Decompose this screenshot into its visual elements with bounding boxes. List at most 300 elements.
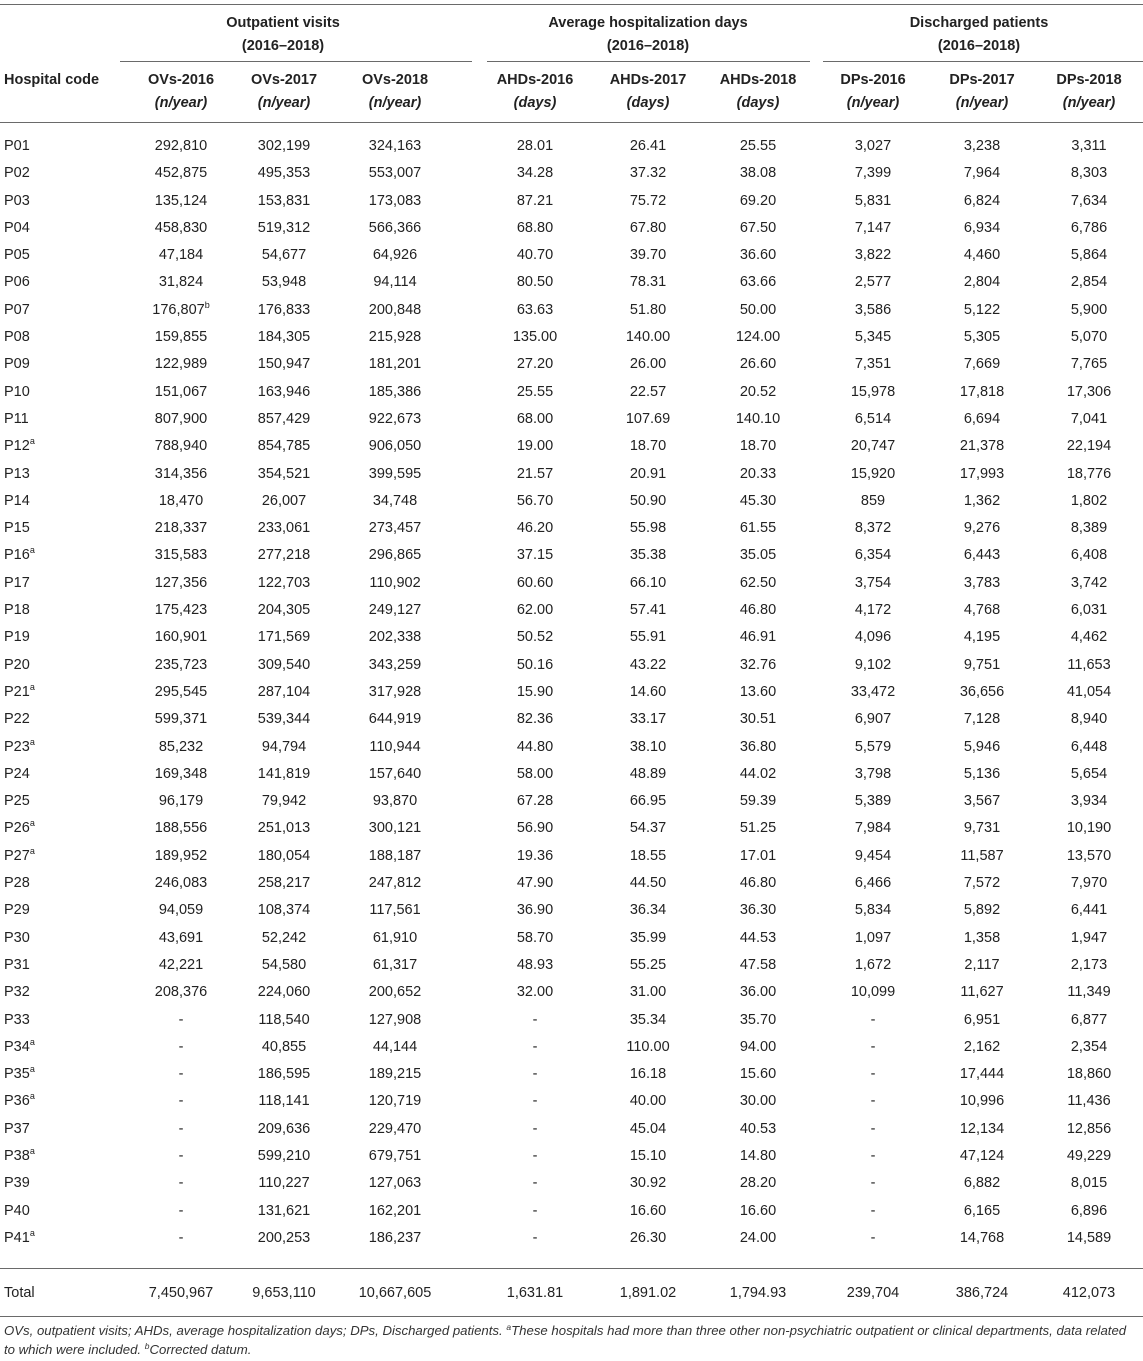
hospital-code-footnote-mark: a bbox=[29, 436, 35, 447]
cell-footnote-mark: b bbox=[204, 299, 210, 310]
cell-ahds-2017 bbox=[588, 624, 708, 651]
cell-value: 35.70 bbox=[739, 1011, 777, 1028]
cell-ahds-2018 bbox=[698, 624, 818, 651]
cell-value: 5,946 bbox=[963, 738, 1001, 755]
hospital-code: P09 bbox=[4, 356, 30, 373]
cell-value: 300,121 bbox=[368, 820, 422, 837]
cell-ahds-2017 bbox=[588, 379, 708, 406]
cell-value: 41,054 bbox=[1066, 683, 1112, 700]
cell-value: 6,441 bbox=[1070, 902, 1108, 919]
cell-value: 94,114 bbox=[373, 274, 417, 291]
col-header-ahds-2016: AHDs-2016 bbox=[496, 72, 574, 88]
cell-value: 189,952 bbox=[154, 847, 208, 864]
cell-value: 2,804 bbox=[963, 274, 1001, 291]
cell-ovs-2017 bbox=[224, 351, 344, 378]
cell-value: 75.72 bbox=[629, 192, 667, 209]
cell-ovs-2016 bbox=[121, 870, 241, 897]
cell-dps-2018 bbox=[1035, 488, 1143, 515]
hospital-code: P16 bbox=[4, 547, 30, 564]
cell-value: 40,855 bbox=[261, 1038, 307, 1055]
cell-ahds-2016 bbox=[475, 133, 595, 160]
cell-value: 7,041 bbox=[1070, 410, 1108, 427]
group-title: Outpatient visits bbox=[226, 15, 340, 31]
cell-value: 118,141 bbox=[258, 1093, 310, 1110]
cell-value: 58.00 bbox=[516, 765, 554, 782]
cell-value: 37.32 bbox=[629, 165, 667, 182]
cell-value: 44,144 bbox=[372, 1038, 418, 1055]
hospital-code: P13 bbox=[4, 465, 30, 482]
hospital-code: P23 bbox=[4, 738, 30, 755]
hospital-code-cell bbox=[4, 1116, 104, 1143]
cell-value: 9,102 bbox=[854, 656, 892, 673]
cell-value: 20.52 bbox=[739, 383, 777, 400]
cell-ovs-2017 bbox=[224, 706, 344, 733]
cell-dps-2018 bbox=[1035, 215, 1143, 242]
cell-value: 55.91 bbox=[629, 629, 667, 646]
cell-value: 2,354 bbox=[1070, 1038, 1108, 1055]
table-row bbox=[0, 1116, 1143, 1143]
cell-value: 162,201 bbox=[368, 1202, 422, 1219]
cell-value: 63.63 bbox=[516, 301, 554, 318]
cell-dps-2016 bbox=[813, 624, 933, 651]
cell-ahds-2016 bbox=[475, 734, 595, 761]
cell-value: 7,970 bbox=[1070, 875, 1108, 892]
cell-dps-2017 bbox=[922, 979, 1042, 1006]
hospital-code-cell bbox=[4, 242, 104, 269]
hospital-code: P21 bbox=[4, 683, 30, 700]
cell-ovs-2017 bbox=[224, 897, 344, 924]
cell-value: 6,514 bbox=[854, 410, 892, 427]
cell-ahds-2016 bbox=[475, 679, 595, 706]
cell-ovs-2017 bbox=[224, 925, 344, 952]
cell-value: 80.50 bbox=[516, 274, 554, 291]
hospital-code-cell bbox=[4, 1061, 104, 1088]
cell-value: 7,634 bbox=[1070, 192, 1108, 209]
cell-dps-2016 bbox=[813, 815, 933, 842]
cell-dps-2016 bbox=[813, 761, 933, 788]
cell-ovs-2016 bbox=[121, 1225, 241, 1252]
cell-dps-2017 bbox=[922, 488, 1042, 515]
cell-value: - bbox=[532, 1175, 538, 1192]
cell-ahds-2016 bbox=[475, 1225, 595, 1252]
cell-value: 7,669 bbox=[963, 356, 1001, 373]
cell-value: 10,190 bbox=[1066, 820, 1112, 837]
cell-value: 8,389 bbox=[1070, 520, 1108, 537]
cell-ovs-2017 bbox=[224, 542, 344, 569]
cell-value: 9,751 bbox=[963, 656, 1001, 673]
cell-value: 204,305 bbox=[257, 602, 311, 619]
cell-value: 9,276 bbox=[963, 520, 1001, 537]
cell-ovs-2017 bbox=[224, 761, 344, 788]
cell-value: 36.30 bbox=[739, 902, 777, 919]
total-label: Total bbox=[4, 1285, 35, 1301]
cell-value: 159,855 bbox=[154, 329, 208, 346]
cell-ahds-2018 bbox=[698, 1061, 818, 1088]
cell-ovs-2017 bbox=[224, 734, 344, 761]
table-row bbox=[0, 1034, 1143, 1061]
hospital-code: P39 bbox=[4, 1175, 30, 1192]
cell-ahds-2017 bbox=[588, 542, 708, 569]
cell-value: 141,819 bbox=[257, 765, 311, 782]
cell-ovs-2017 bbox=[224, 1088, 344, 1115]
cell-ovs-2016 bbox=[121, 761, 241, 788]
table-row bbox=[0, 351, 1143, 378]
cell-ahds-2016 bbox=[475, 952, 595, 979]
cell-ovs-2017 bbox=[224, 242, 344, 269]
cell-value: 4,172 bbox=[854, 602, 892, 619]
cell-ahds-2017 bbox=[588, 652, 708, 679]
table-row bbox=[0, 1198, 1143, 1225]
cell-value: 173,083 bbox=[368, 192, 422, 209]
cell-ahds-2016 bbox=[475, 843, 595, 870]
cell-ahds-2016 bbox=[475, 925, 595, 952]
hospital-code-cell bbox=[4, 897, 104, 924]
cell-dps-2018 bbox=[1035, 870, 1143, 897]
cell-value: 7,147 bbox=[854, 219, 892, 236]
cell-ahds-2016 bbox=[475, 1034, 595, 1061]
cell-value: 26.41 bbox=[629, 138, 667, 154]
table-row bbox=[0, 297, 1143, 324]
cell-ahds-2017 bbox=[588, 706, 708, 733]
table-row bbox=[0, 897, 1143, 924]
cell-value: 30.00 bbox=[739, 1093, 777, 1110]
hospital-code: P30 bbox=[4, 929, 30, 946]
cell-ovs-2017 bbox=[224, 1198, 344, 1225]
cell-dps-2016 bbox=[813, 1034, 933, 1061]
cell-value: 2,173 bbox=[1070, 956, 1108, 973]
cell-ovs-2018 bbox=[335, 188, 455, 215]
cell-value: 1,362 bbox=[963, 492, 1001, 509]
cell-dps-2016 bbox=[813, 597, 933, 624]
cell-ovs-2018 bbox=[335, 979, 455, 1006]
cell-ahds-2018 bbox=[698, 925, 818, 952]
cell-dps-2017 bbox=[922, 324, 1042, 351]
table-row bbox=[0, 433, 1143, 460]
cell-ovs-2018 bbox=[335, 843, 455, 870]
cell-value: 31.00 bbox=[629, 984, 667, 1001]
cell-value: 30.92 bbox=[629, 1175, 667, 1192]
col-header-ovs-2018: OVs-2018 bbox=[361, 72, 429, 88]
cell-ahds-2018 bbox=[698, 761, 818, 788]
cell-dps-2018 bbox=[1035, 1034, 1143, 1061]
cell-value: 49,229 bbox=[1066, 1147, 1112, 1164]
group-header-discharged-patients bbox=[815, 12, 1143, 58]
cell-value: 7,964 bbox=[963, 165, 1001, 182]
cell-value: 15.10 bbox=[629, 1147, 667, 1164]
cell-dps-2016 bbox=[813, 788, 933, 815]
cell-dps-2018 bbox=[1035, 925, 1143, 952]
cell-ovs-2017 bbox=[224, 297, 344, 324]
cell-value: 35.38 bbox=[629, 547, 667, 564]
cell-ahds-2016 bbox=[475, 324, 595, 351]
cell-value: 208,376 bbox=[154, 984, 208, 1001]
cell-value: 2,117 bbox=[964, 956, 1000, 973]
cell-dps-2016 bbox=[813, 297, 933, 324]
cell-ovs-2016 bbox=[121, 297, 241, 324]
cell-dps-2018 bbox=[1035, 433, 1143, 460]
cell-ahds-2017 bbox=[588, 1007, 708, 1034]
cell-ovs-2018 bbox=[335, 1061, 455, 1088]
cell-ovs-2018 bbox=[335, 215, 455, 242]
cell-ahds-2018 bbox=[698, 1198, 818, 1225]
cell-value: 4,096 bbox=[854, 629, 892, 646]
cell-value: 12,856 bbox=[1066, 1120, 1112, 1137]
total-cell: 1,631.81 bbox=[506, 1285, 564, 1301]
cell-value: - bbox=[178, 1175, 184, 1192]
cell-dps-2016 bbox=[813, 897, 933, 924]
cell-value: - bbox=[178, 1093, 184, 1110]
cell-dps-2017 bbox=[922, 706, 1042, 733]
cell-ahds-2017 bbox=[588, 815, 708, 842]
cell-ovs-2017 bbox=[224, 788, 344, 815]
cell-ovs-2018 bbox=[335, 1116, 455, 1143]
cell-dps-2018 bbox=[1035, 815, 1143, 842]
hospital-code-footnote-mark: a bbox=[29, 736, 35, 747]
cell-dps-2017 bbox=[922, 815, 1042, 842]
cell-value: 3,822 bbox=[854, 247, 892, 264]
cell-ahds-2016 bbox=[475, 815, 595, 842]
hospital-code-cell bbox=[4, 815, 104, 842]
cell-value: 61,317 bbox=[372, 956, 418, 973]
hospital-code: P14 bbox=[4, 492, 30, 509]
hospital-code-cell bbox=[4, 1088, 104, 1115]
cell-value: 26.60 bbox=[739, 356, 777, 373]
cell-dps-2016 bbox=[813, 1088, 933, 1115]
footnote-b-text: Corrected datum. bbox=[149, 1342, 252, 1357]
cell-value: 62.50 bbox=[739, 574, 777, 591]
cell-dps-2016 bbox=[813, 706, 933, 733]
cell-value: 34.28 bbox=[516, 165, 554, 182]
table-row bbox=[0, 215, 1143, 242]
cell-ovs-2018 bbox=[335, 488, 455, 515]
cell-value: 7,984 bbox=[854, 820, 892, 837]
hospital-code: P10 bbox=[4, 383, 30, 400]
cell-value: 354,521 bbox=[257, 465, 311, 482]
cell-value: - bbox=[532, 1120, 538, 1137]
cell-ovs-2018 bbox=[335, 1225, 455, 1252]
cell-ovs-2018 bbox=[335, 515, 455, 542]
cell-ahds-2016 bbox=[475, 1116, 595, 1143]
cell-value: 9,731 bbox=[963, 820, 1001, 837]
cell-value: 3,586 bbox=[854, 301, 892, 318]
cell-ahds-2017 bbox=[588, 269, 708, 296]
cell-value: 309,540 bbox=[257, 656, 311, 673]
cell-ovs-2018 bbox=[335, 624, 455, 651]
cell-ovs-2016 bbox=[121, 269, 241, 296]
hospital-code-cell bbox=[4, 406, 104, 433]
table-footnote bbox=[4, 1321, 1140, 1359]
cell-ahds-2017 bbox=[588, 433, 708, 460]
cell-value: 539,344 bbox=[257, 711, 311, 728]
cell-value: 69.20 bbox=[739, 192, 777, 209]
cell-ahds-2018 bbox=[698, 215, 818, 242]
cell-dps-2017 bbox=[922, 461, 1042, 488]
cell-ovs-2018 bbox=[335, 379, 455, 406]
cell-value: 169,348 bbox=[154, 765, 208, 782]
cell-value: 122,989 bbox=[154, 356, 208, 373]
cell-value: 94,059 bbox=[158, 902, 204, 919]
cell-ovs-2016 bbox=[121, 597, 241, 624]
cell-value: 35.34 bbox=[629, 1011, 667, 1028]
cell-dps-2016 bbox=[813, 652, 933, 679]
cell-ovs-2016 bbox=[121, 188, 241, 215]
cell-value: 317,928 bbox=[368, 683, 422, 700]
cell-value: 15.90 bbox=[516, 683, 554, 700]
cell-value: 176,807 bbox=[152, 301, 205, 318]
cell-ahds-2016 bbox=[475, 788, 595, 815]
cell-value: 46.80 bbox=[739, 602, 777, 619]
cell-ovs-2018 bbox=[335, 351, 455, 378]
hospital-code-cell bbox=[4, 843, 104, 870]
cell-dps-2018 bbox=[1035, 1061, 1143, 1088]
cell-value: 32.00 bbox=[516, 984, 554, 1001]
group-range: (2016–2018) bbox=[241, 38, 325, 54]
cell-ahds-2018 bbox=[698, 734, 818, 761]
cell-dps-2018 bbox=[1035, 351, 1143, 378]
cell-ahds-2016 bbox=[475, 652, 595, 679]
cell-dps-2018 bbox=[1035, 242, 1143, 269]
cell-value: 188,556 bbox=[154, 820, 208, 837]
cell-dps-2018 bbox=[1035, 843, 1143, 870]
cell-ahds-2018 bbox=[698, 515, 818, 542]
hospital-code-cell bbox=[4, 1007, 104, 1034]
cell-value: 108,374 bbox=[257, 902, 311, 919]
cell-value: 4,768 bbox=[963, 602, 1001, 619]
hospital-code: P41 bbox=[4, 1229, 30, 1246]
cell-value: 5,900 bbox=[1070, 301, 1108, 318]
cell-dps-2018 bbox=[1035, 379, 1143, 406]
cell-value: 54,580 bbox=[261, 956, 307, 973]
cell-value: 200,848 bbox=[368, 301, 422, 318]
cell-dps-2018 bbox=[1035, 952, 1143, 979]
cell-ahds-2018 bbox=[698, 542, 818, 569]
cell-value: 16.60 bbox=[739, 1202, 777, 1219]
hospital-code: P28 bbox=[4, 875, 30, 892]
cell-value: 277,218 bbox=[257, 547, 311, 564]
cell-value: 87.21 bbox=[516, 192, 554, 209]
cell-value: 18,776 bbox=[1066, 465, 1112, 482]
table-row bbox=[0, 324, 1143, 351]
cell-ahds-2016 bbox=[475, 488, 595, 515]
total-rule-bottom bbox=[0, 1316, 1143, 1317]
cell-value: 18.55 bbox=[629, 847, 667, 864]
hospital-code-header: Hospital code bbox=[4, 72, 100, 88]
hospital-code-cell bbox=[4, 488, 104, 515]
cell-ahds-2017 bbox=[588, 597, 708, 624]
cell-ovs-2017 bbox=[224, 979, 344, 1006]
cell-value: 30.51 bbox=[739, 711, 777, 728]
cell-dps-2018 bbox=[1035, 734, 1143, 761]
hospital-code: P12 bbox=[4, 438, 30, 455]
cell-dps-2017 bbox=[922, 351, 1042, 378]
cell-ovs-2016 bbox=[121, 979, 241, 1006]
cell-ovs-2016 bbox=[121, 324, 241, 351]
hospital-code-cell bbox=[4, 160, 104, 187]
cell-value: 64,926 bbox=[372, 247, 418, 264]
cell-value: 9,454 bbox=[854, 847, 892, 864]
cell-ovs-2017 bbox=[224, 1034, 344, 1061]
table-row bbox=[0, 652, 1143, 679]
total-cell: 239,704 bbox=[846, 1285, 900, 1301]
cell-ovs-2018 bbox=[335, 1088, 455, 1115]
cell-value: 39.70 bbox=[629, 247, 667, 264]
cell-value: 4,460 bbox=[963, 247, 1001, 264]
cell-value: 186,595 bbox=[257, 1066, 311, 1083]
hospital-code: P36 bbox=[4, 1093, 30, 1110]
cell-dps-2018 bbox=[1035, 461, 1143, 488]
cell-ahds-2017 bbox=[588, 679, 708, 706]
cell-value: 94,794 bbox=[261, 738, 307, 755]
cell-value: 5,136 bbox=[963, 765, 1001, 782]
hospital-code: P26 bbox=[4, 820, 30, 837]
cell-value: 5,892 bbox=[963, 902, 1001, 919]
cell-ahds-2017 bbox=[588, 870, 708, 897]
cell-value: 135,124 bbox=[154, 192, 208, 209]
cell-ovs-2018 bbox=[335, 815, 455, 842]
cell-ahds-2017 bbox=[588, 461, 708, 488]
cell-value: - bbox=[870, 1202, 876, 1219]
cell-ahds-2017 bbox=[588, 160, 708, 187]
cell-ovs-2016 bbox=[121, 652, 241, 679]
cell-ahds-2018 bbox=[698, 133, 818, 160]
cell-value: 18.70 bbox=[629, 438, 667, 455]
cell-dps-2017 bbox=[922, 679, 1042, 706]
cell-ahds-2018 bbox=[698, 461, 818, 488]
cell-value: 61.55 bbox=[739, 520, 777, 537]
cell-value: 44.53 bbox=[739, 929, 777, 946]
cell-value: 48.93 bbox=[516, 956, 554, 973]
cell-ahds-2017 bbox=[588, 952, 708, 979]
cell-ovs-2018 bbox=[335, 652, 455, 679]
cell-value: 17.01 bbox=[739, 847, 777, 864]
cell-value: 17,306 bbox=[1066, 383, 1112, 400]
cell-value: - bbox=[178, 1202, 184, 1219]
cell-ovs-2016 bbox=[121, 1198, 241, 1225]
hospital-code-cell bbox=[4, 297, 104, 324]
cell-value: 11,349 bbox=[1067, 984, 1111, 1001]
cell-value: 45.04 bbox=[629, 1120, 667, 1137]
cell-ahds-2018 bbox=[698, 1225, 818, 1252]
cell-value: 66.10 bbox=[629, 574, 667, 591]
cell-value: 452,875 bbox=[154, 165, 208, 182]
cell-value: 4,195 bbox=[963, 629, 1001, 646]
cell-ahds-2017 bbox=[588, 351, 708, 378]
col-header-ovs-2017: OVs-2017 bbox=[250, 72, 318, 88]
col-unit-dps-2017: (n/year) bbox=[955, 95, 1009, 111]
cell-ovs-2018 bbox=[335, 1034, 455, 1061]
cell-value: 14.60 bbox=[629, 683, 667, 700]
table-row bbox=[0, 597, 1143, 624]
cell-dps-2018 bbox=[1035, 133, 1143, 160]
cell-value: 10,099 bbox=[850, 984, 896, 1001]
cell-ovs-2017 bbox=[224, 570, 344, 597]
cell-value: 7,572 bbox=[963, 875, 1001, 892]
cell-value: 46.20 bbox=[516, 520, 554, 537]
hospital-code: P08 bbox=[4, 329, 30, 346]
cell-dps-2018 bbox=[1035, 160, 1143, 187]
cell-dps-2016 bbox=[813, 925, 933, 952]
cell-ovs-2016 bbox=[121, 242, 241, 269]
cell-ovs-2017 bbox=[224, 624, 344, 651]
cell-value: 5,834 bbox=[854, 902, 892, 919]
cell-value: 5,070 bbox=[1070, 329, 1108, 346]
cell-value: 55.25 bbox=[629, 956, 667, 973]
cell-ovs-2018 bbox=[335, 1198, 455, 1225]
cell-ahds-2018 bbox=[698, 706, 818, 733]
footnote-a-text: These hospitals had more than three other non-psychiatric outpatient or clinical departments, data related to which were included. bbox=[4, 1323, 1127, 1357]
cell-dps-2017 bbox=[922, 652, 1042, 679]
cell-value: 54,677 bbox=[261, 247, 307, 264]
